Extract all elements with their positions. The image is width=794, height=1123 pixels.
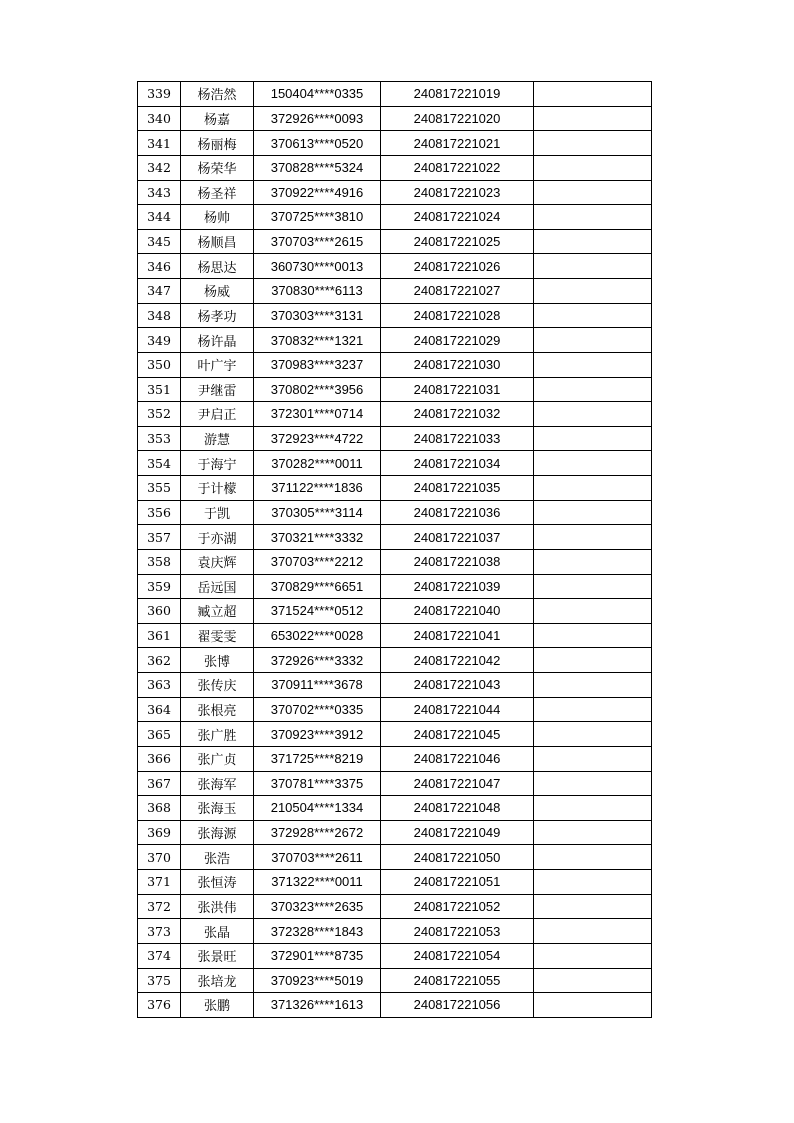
- exam-number-cell: 240817221032: [381, 402, 534, 427]
- note-cell: [534, 131, 652, 156]
- id-number-cell: 372928****2672: [254, 820, 381, 845]
- note-cell: [534, 623, 652, 648]
- row-number-cell: 375: [138, 968, 181, 993]
- row-number-cell: 370: [138, 845, 181, 870]
- row-number-cell: 369: [138, 820, 181, 845]
- note-cell: [534, 549, 652, 574]
- note-cell: [534, 451, 652, 476]
- id-number-cell: 360730****0013: [254, 254, 381, 279]
- candidate-name-cell: 游慧: [181, 426, 254, 451]
- candidate-name-cell: 杨丽梅: [181, 131, 254, 156]
- row-number-cell: 373: [138, 919, 181, 944]
- row-number-cell: 356: [138, 500, 181, 525]
- id-number-cell: 372301****0714: [254, 402, 381, 427]
- table-row: [138, 426, 652, 451]
- id-number-cell: 370802****3956: [254, 377, 381, 402]
- id-number-cell: 370923****5019: [254, 968, 381, 993]
- id-number-cell: 370282****0011: [254, 451, 381, 476]
- exam-number-cell: 240817221041: [381, 623, 534, 648]
- id-number-cell: 370702****0335: [254, 697, 381, 722]
- note-cell: [534, 771, 652, 796]
- id-number-cell: 370725****3810: [254, 205, 381, 230]
- exam-number-cell: 240817221030: [381, 352, 534, 377]
- exam-number-cell: 240817221040: [381, 599, 534, 624]
- candidate-name-cell: 张博: [181, 648, 254, 673]
- table-row: [138, 303, 652, 328]
- note-cell: [534, 106, 652, 131]
- id-number-cell: 370323****2635: [254, 894, 381, 919]
- candidate-table: [137, 81, 652, 1018]
- exam-number-cell: 240817221054: [381, 943, 534, 968]
- id-number-cell: 370832****1321: [254, 328, 381, 353]
- note-cell: [534, 894, 652, 919]
- exam-number-cell: 240817221055: [381, 968, 534, 993]
- id-number-cell: 653022****0028: [254, 623, 381, 648]
- row-number-cell: 371: [138, 870, 181, 895]
- id-number-cell: 372926****0093: [254, 106, 381, 131]
- table-row: [138, 870, 652, 895]
- exam-number-cell: 240817221050: [381, 845, 534, 870]
- exam-number-cell: 240817221045: [381, 722, 534, 747]
- note-cell: [534, 599, 652, 624]
- note-cell: [534, 229, 652, 254]
- note-cell: [534, 155, 652, 180]
- note-cell: [534, 377, 652, 402]
- id-number-cell: 370781****3375: [254, 771, 381, 796]
- row-number-cell: 376: [138, 993, 181, 1018]
- note-cell: [534, 303, 652, 328]
- note-cell: [534, 820, 652, 845]
- table-row: [138, 279, 652, 304]
- note-cell: [534, 870, 652, 895]
- exam-number-cell: 240817221049: [381, 820, 534, 845]
- note-cell: [534, 796, 652, 821]
- note-cell: [534, 254, 652, 279]
- id-number-cell: 370303****3131: [254, 303, 381, 328]
- candidate-name-cell: 张鹏: [181, 993, 254, 1018]
- id-number-cell: 370983****3237: [254, 352, 381, 377]
- row-number-cell: 348: [138, 303, 181, 328]
- table-row: [138, 993, 652, 1018]
- id-number-cell: 210504****1334: [254, 796, 381, 821]
- candidate-name-cell: 杨嘉: [181, 106, 254, 131]
- table-row: [138, 771, 652, 796]
- candidate-name-cell: 尹启正: [181, 402, 254, 427]
- id-number-cell: 371524****0512: [254, 599, 381, 624]
- table-row: [138, 500, 652, 525]
- note-cell: [534, 722, 652, 747]
- exam-number-cell: 240817221046: [381, 746, 534, 771]
- table-row: [138, 919, 652, 944]
- table-row: [138, 328, 652, 353]
- id-number-cell: 372923****4722: [254, 426, 381, 451]
- note-cell: [534, 82, 652, 107]
- row-number-cell: 340: [138, 106, 181, 131]
- exam-number-cell: 240817221034: [381, 451, 534, 476]
- exam-number-cell: 240817221043: [381, 673, 534, 698]
- note-cell: [534, 180, 652, 205]
- table-row: [138, 894, 652, 919]
- candidate-name-cell: 杨威: [181, 279, 254, 304]
- candidate-name-cell: 张海玉: [181, 796, 254, 821]
- exam-number-cell: 240817221027: [381, 279, 534, 304]
- exam-number-cell: 240817221056: [381, 993, 534, 1018]
- candidate-name-cell: 翟雯雯: [181, 623, 254, 648]
- table-row: [138, 673, 652, 698]
- exam-number-cell: 240817221025: [381, 229, 534, 254]
- table-row: [138, 476, 652, 501]
- table-row: [138, 623, 652, 648]
- row-number-cell: 362: [138, 648, 181, 673]
- row-number-cell: 358: [138, 549, 181, 574]
- row-number-cell: 361: [138, 623, 181, 648]
- table-row: [138, 205, 652, 230]
- table-row: [138, 549, 652, 574]
- table-row: [138, 599, 652, 624]
- note-cell: [534, 673, 652, 698]
- id-number-cell: 370703****2212: [254, 549, 381, 574]
- id-number-cell: 370703****2615: [254, 229, 381, 254]
- row-number-cell: 367: [138, 771, 181, 796]
- id-number-cell: 370922****4916: [254, 180, 381, 205]
- row-number-cell: 350: [138, 352, 181, 377]
- exam-number-cell: 240817221042: [381, 648, 534, 673]
- table-row: [138, 82, 652, 107]
- exam-number-cell: 240817221023: [381, 180, 534, 205]
- table-row: [138, 254, 652, 279]
- exam-number-cell: 240817221037: [381, 525, 534, 550]
- exam-number-cell: 240817221036: [381, 500, 534, 525]
- id-number-cell: 370828****5324: [254, 155, 381, 180]
- candidate-name-cell: 张传庆: [181, 673, 254, 698]
- id-number-cell: 372901****8735: [254, 943, 381, 968]
- candidate-name-cell: 张景旺: [181, 943, 254, 968]
- row-number-cell: 352: [138, 402, 181, 427]
- row-number-cell: 347: [138, 279, 181, 304]
- id-number-cell: 371725****8219: [254, 746, 381, 771]
- id-number-cell: 370305****3114: [254, 500, 381, 525]
- table-row: [138, 820, 652, 845]
- candidate-name-cell: 臧立超: [181, 599, 254, 624]
- row-number-cell: 349: [138, 328, 181, 353]
- candidate-table-body: [138, 82, 652, 1018]
- table-row: [138, 697, 652, 722]
- table-row: [138, 180, 652, 205]
- candidate-name-cell: 张海源: [181, 820, 254, 845]
- row-number-cell: 354: [138, 451, 181, 476]
- exam-number-cell: 240817221053: [381, 919, 534, 944]
- exam-number-cell: 240817221019: [381, 82, 534, 107]
- row-number-cell: 360: [138, 599, 181, 624]
- table-row: [138, 796, 652, 821]
- table-row: [138, 229, 652, 254]
- candidate-name-cell: 张广贞: [181, 746, 254, 771]
- exam-number-cell: 240817221051: [381, 870, 534, 895]
- id-number-cell: 370703****2611: [254, 845, 381, 870]
- note-cell: [534, 500, 652, 525]
- candidate-name-cell: 杨圣祥: [181, 180, 254, 205]
- exam-number-cell: 240817221047: [381, 771, 534, 796]
- table-row: [138, 845, 652, 870]
- candidate-name-cell: 杨孝功: [181, 303, 254, 328]
- row-number-cell: 343: [138, 180, 181, 205]
- candidate-name-cell: 张海军: [181, 771, 254, 796]
- candidate-name-cell: 杨顺昌: [181, 229, 254, 254]
- exam-number-cell: 240817221026: [381, 254, 534, 279]
- note-cell: [534, 845, 652, 870]
- exam-number-cell: 240817221028: [381, 303, 534, 328]
- row-number-cell: 359: [138, 574, 181, 599]
- candidate-name-cell: 张恒涛: [181, 870, 254, 895]
- table-row: [138, 648, 652, 673]
- candidate-name-cell: 于计檬: [181, 476, 254, 501]
- id-number-cell: 372328****1843: [254, 919, 381, 944]
- row-number-cell: 357: [138, 525, 181, 550]
- candidate-name-cell: 岳远国: [181, 574, 254, 599]
- note-cell: [534, 279, 652, 304]
- candidate-name-cell: 张洪伟: [181, 894, 254, 919]
- exam-number-cell: 240817221035: [381, 476, 534, 501]
- row-number-cell: 365: [138, 722, 181, 747]
- exam-number-cell: 240817221020: [381, 106, 534, 131]
- note-cell: [534, 943, 652, 968]
- table-row: [138, 722, 652, 747]
- table-row: [138, 525, 652, 550]
- table-row: [138, 131, 652, 156]
- id-number-cell: 372926****3332: [254, 648, 381, 673]
- exam-number-cell: 240817221044: [381, 697, 534, 722]
- candidate-name-cell: 张广胜: [181, 722, 254, 747]
- row-number-cell: 364: [138, 697, 181, 722]
- candidate-name-cell: 袁庆辉: [181, 549, 254, 574]
- table-row: [138, 155, 652, 180]
- exam-number-cell: 240817221052: [381, 894, 534, 919]
- exam-number-cell: 240817221048: [381, 796, 534, 821]
- table-row: [138, 943, 652, 968]
- candidate-name-cell: 张浩: [181, 845, 254, 870]
- row-number-cell: 346: [138, 254, 181, 279]
- id-number-cell: 370911****3678: [254, 673, 381, 698]
- table-row: [138, 352, 652, 377]
- note-cell: [534, 426, 652, 451]
- candidate-name-cell: 张晶: [181, 919, 254, 944]
- row-number-cell: 353: [138, 426, 181, 451]
- table-row: [138, 746, 652, 771]
- id-number-cell: 370830****6113: [254, 279, 381, 304]
- id-number-cell: 370829****6651: [254, 574, 381, 599]
- table-row: [138, 451, 652, 476]
- note-cell: [534, 697, 652, 722]
- table-row: [138, 968, 652, 993]
- exam-number-cell: 240817221038: [381, 549, 534, 574]
- note-cell: [534, 205, 652, 230]
- row-number-cell: 351: [138, 377, 181, 402]
- note-cell: [534, 328, 652, 353]
- exam-number-cell: 240817221031: [381, 377, 534, 402]
- candidate-name-cell: 叶广宇: [181, 352, 254, 377]
- note-cell: [534, 574, 652, 599]
- candidate-name-cell: 于凯: [181, 500, 254, 525]
- note-cell: [534, 525, 652, 550]
- candidate-name-cell: 杨许晶: [181, 328, 254, 353]
- note-cell: [534, 919, 652, 944]
- id-number-cell: 371326****1613: [254, 993, 381, 1018]
- row-number-cell: 355: [138, 476, 181, 501]
- candidate-name-cell: 张培龙: [181, 968, 254, 993]
- row-number-cell: 344: [138, 205, 181, 230]
- exam-number-cell: 240817221022: [381, 155, 534, 180]
- note-cell: [534, 352, 652, 377]
- table-row: [138, 377, 652, 402]
- table-row: [138, 402, 652, 427]
- note-cell: [534, 402, 652, 427]
- note-cell: [534, 993, 652, 1018]
- row-number-cell: 345: [138, 229, 181, 254]
- candidate-name-cell: 杨帅: [181, 205, 254, 230]
- candidate-name-cell: 于亦湖: [181, 525, 254, 550]
- row-number-cell: 342: [138, 155, 181, 180]
- candidate-name-cell: 杨浩然: [181, 82, 254, 107]
- id-number-cell: 371122****1836: [254, 476, 381, 501]
- row-number-cell: 368: [138, 796, 181, 821]
- table-row: [138, 574, 652, 599]
- candidate-name-cell: 张根亮: [181, 697, 254, 722]
- id-number-cell: 370321****3332: [254, 525, 381, 550]
- note-cell: [534, 476, 652, 501]
- candidate-name-cell: 尹继雷: [181, 377, 254, 402]
- candidate-name-cell: 杨思达: [181, 254, 254, 279]
- id-number-cell: 150404****0335: [254, 82, 381, 107]
- table-row: [138, 106, 652, 131]
- candidate-name-cell: 杨荣华: [181, 155, 254, 180]
- exam-number-cell: 240817221033: [381, 426, 534, 451]
- id-number-cell: 370923****3912: [254, 722, 381, 747]
- id-number-cell: 370613****0520: [254, 131, 381, 156]
- note-cell: [534, 746, 652, 771]
- row-number-cell: 366: [138, 746, 181, 771]
- candidate-name-cell: 于海宁: [181, 451, 254, 476]
- exam-number-cell: 240817221039: [381, 574, 534, 599]
- row-number-cell: 341: [138, 131, 181, 156]
- exam-number-cell: 240817221029: [381, 328, 534, 353]
- exam-number-cell: 240817221024: [381, 205, 534, 230]
- row-number-cell: 374: [138, 943, 181, 968]
- note-cell: [534, 648, 652, 673]
- row-number-cell: 363: [138, 673, 181, 698]
- exam-number-cell: 240817221021: [381, 131, 534, 156]
- row-number-cell: 339: [138, 82, 181, 107]
- id-number-cell: 371322****0011: [254, 870, 381, 895]
- row-number-cell: 372: [138, 894, 181, 919]
- note-cell: [534, 968, 652, 993]
